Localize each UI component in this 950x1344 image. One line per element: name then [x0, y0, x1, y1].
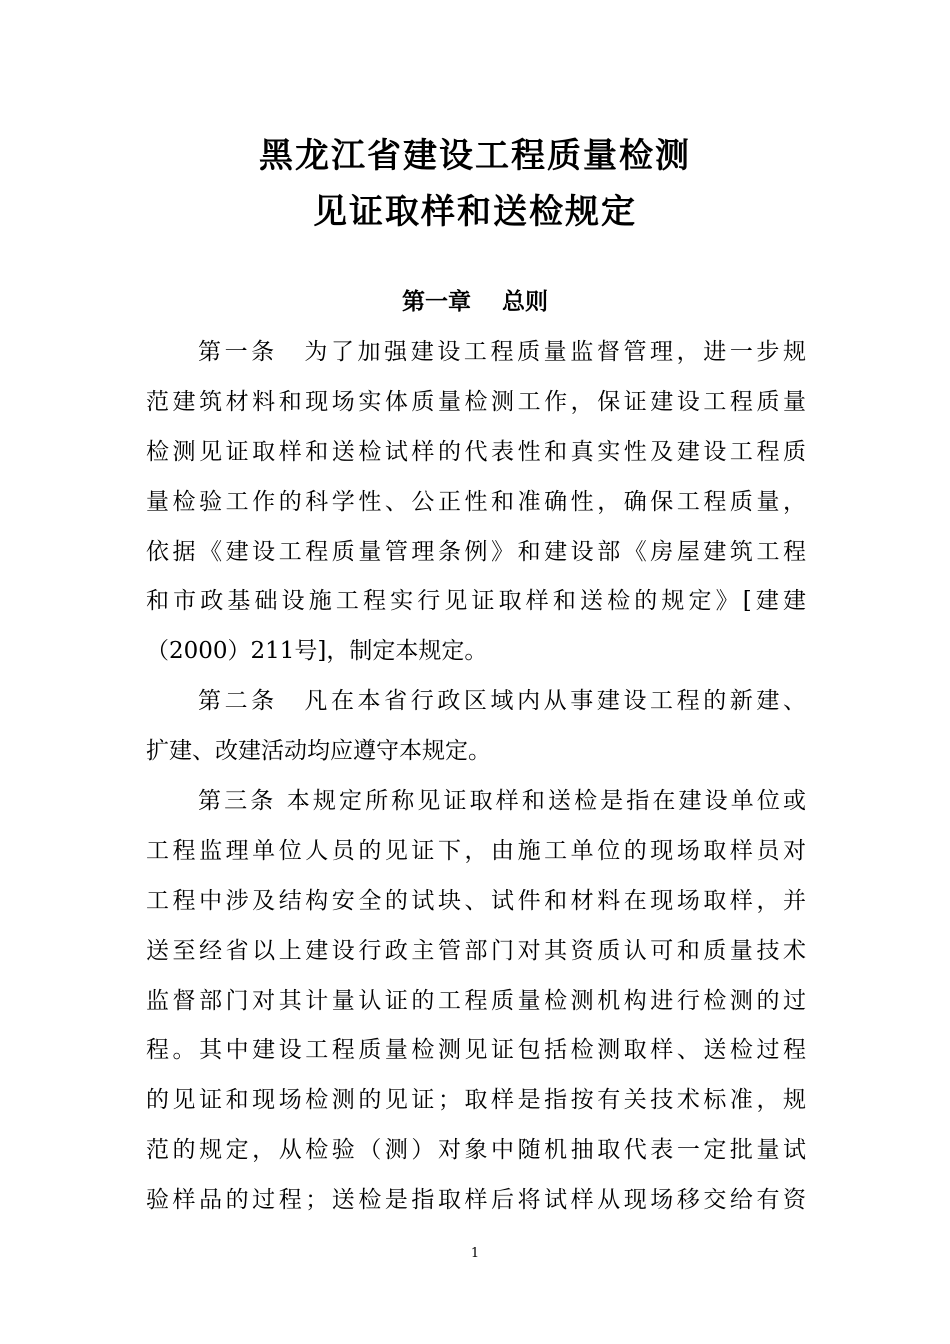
paragraph-1-line-2: 范建筑材料和现场实体质量检测工作，保证建设工程质量	[146, 388, 806, 415]
paragraph-2-line-2: 扩建、改建活动均应遵守本规定。	[146, 738, 491, 765]
paragraph-3-line-8: 范的规定，从检验（测）对象中随机抽取代表一定批量试	[146, 1137, 806, 1164]
title-line-1: 黑龙江省建设工程质量检测	[259, 136, 691, 176]
body-text	[146, 328, 806, 1226]
title-line-2: 见证取样和送检规定	[313, 192, 637, 232]
paragraph-1-line-3: 检测见证取样和送检试样的代表性和真实性及建设工程质	[146, 438, 806, 465]
paragraph-1-line-7: （2000）211号]，制定本规定。	[146, 638, 488, 665]
paragraph-3-line-3: 工程中涉及结构安全的试块、试件和材料在现场取样，并	[146, 887, 806, 914]
chapter-heading: 第一章 总则	[401, 289, 548, 315]
paragraph-1-line-6: 和市政基础设施工程实行见证取样和送检的规定》[建建	[146, 588, 806, 615]
paragraph-3-line-2: 工程监理单位人员的见证下，由施工单位的现场取样员对	[146, 837, 806, 864]
paragraph-2-line-1: 第二条 凡在本省行政区域内从事建设工程的新建、	[198, 688, 806, 715]
paragraph-3-line-1: 第三条 本规定所称见证取样和送检是指在建设单位或	[198, 788, 806, 815]
paragraph-3-line-7: 的见证和现场检测的见证；取样是指按有关技术标准，规	[146, 1087, 806, 1114]
document-title	[0, 128, 950, 240]
paragraph-3-line-9: 验样品的过程；送检是指取样后将试样从现场移交给有资	[146, 1187, 806, 1214]
paragraph-1-line-5: 依据《建设工程质量管理条例》和建设部《房屋建筑工程	[146, 538, 806, 565]
paragraph-3-line-6: 程。其中建设工程质量检测见证包括检测取样、送检过程	[146, 1037, 806, 1064]
paragraph-3-line-5: 监督部门对其计量认证的工程质量检测机构进行检测的过	[146, 987, 806, 1014]
paragraph-1-line-4: 量检验工作的科学性、公正性和准确性，确保工程质量，	[146, 488, 806, 515]
page-number: 1	[470, 1246, 480, 1261]
paragraph-3-line-4: 送至经省以上建设行政主管部门对其资质认可和质量技术	[146, 937, 806, 964]
paragraph-1-line-1: 第一条 为了加强建设工程质量监督管理，进一步规	[198, 339, 806, 365]
